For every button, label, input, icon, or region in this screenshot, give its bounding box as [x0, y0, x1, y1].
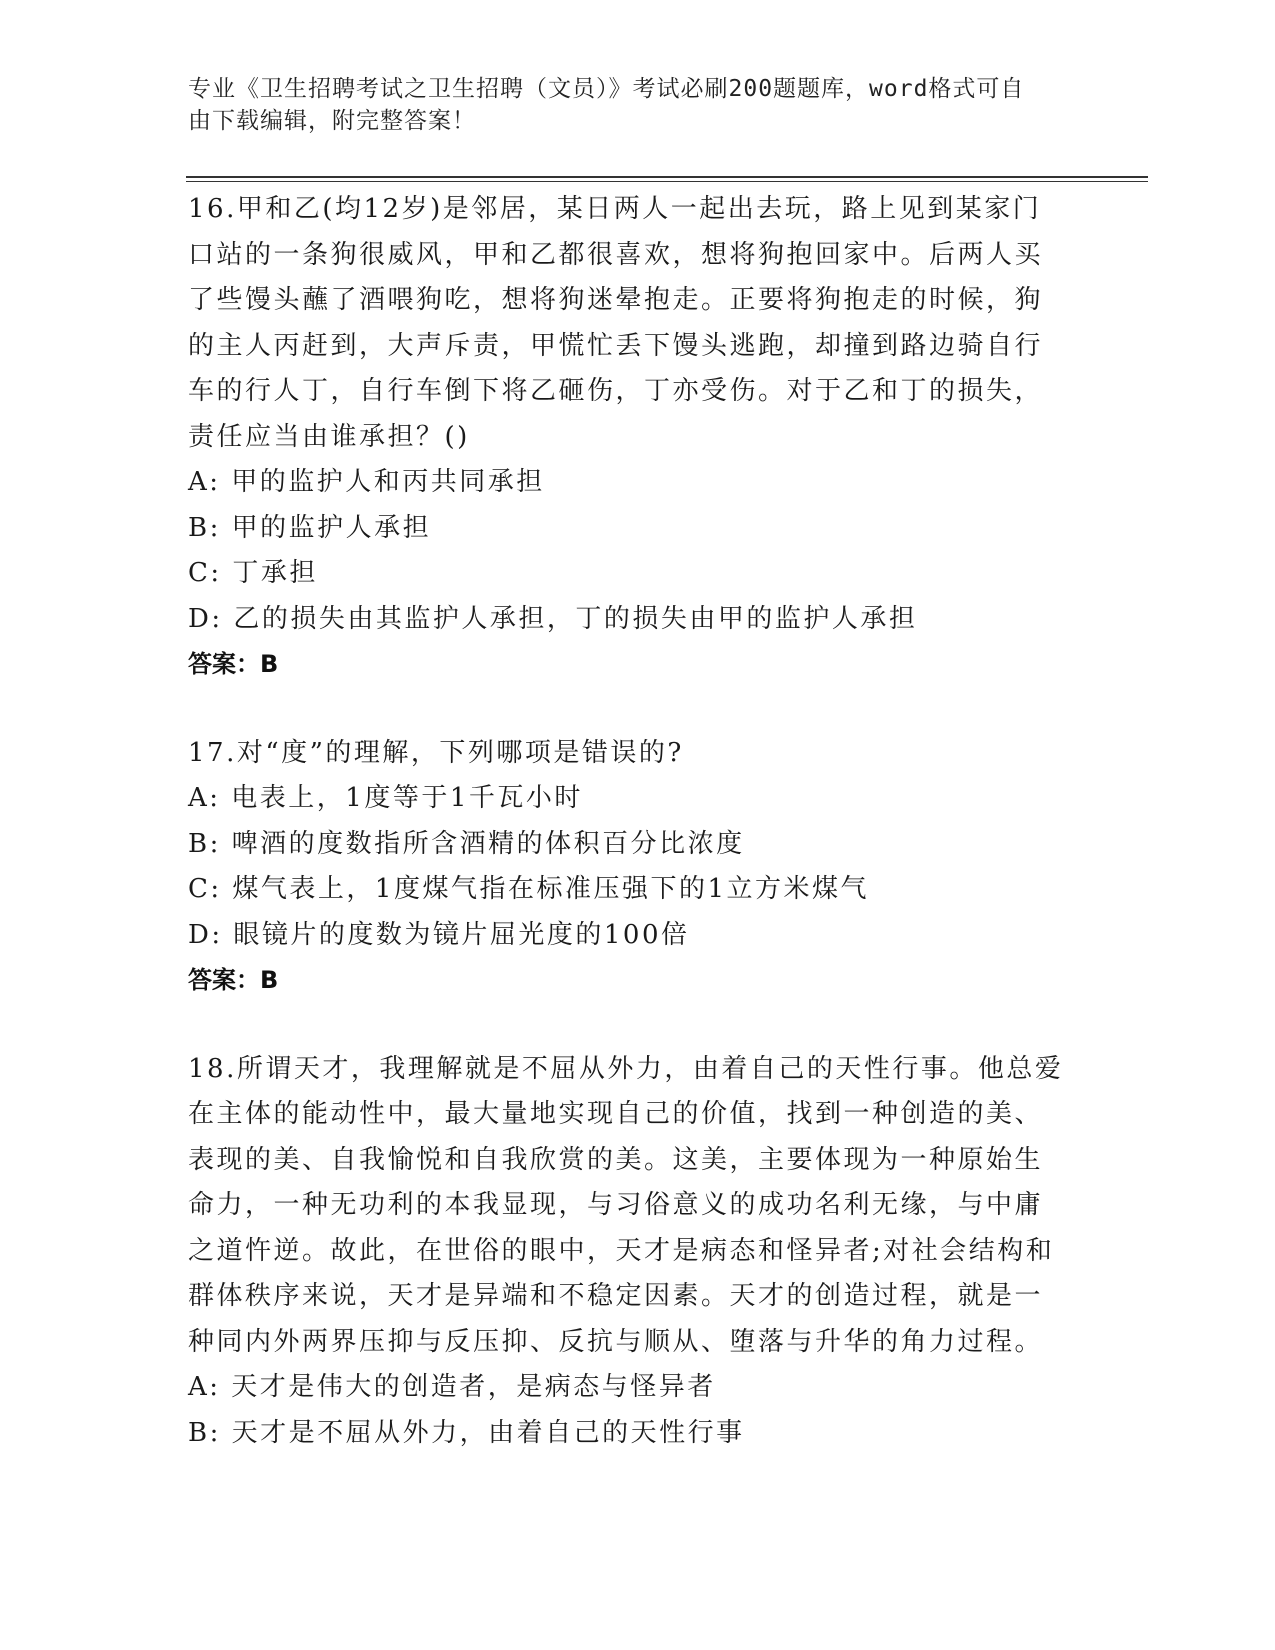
- question-text-line: 表现的美、自我愉悦和自我欣赏的美。这美，主要体现为一种原始生: [188, 1144, 1044, 1175]
- option-a: A: 电表上，1度等于1千瓦小时: [188, 783, 583, 813]
- question-text-line: 责任应当由谁承担？(): [188, 421, 470, 452]
- option-b: B: 甲的监护人承担: [188, 512, 432, 543]
- option-a: A: 甲的监护人和丙共同承担: [188, 467, 545, 497]
- question-text-line: 之道忤逆。故此，在世俗的眼中，天才是病态和怪异者;对社会结构和: [188, 1235, 1055, 1266]
- option-a: A: 天才是伟大的创造者，是病态与怪异者: [188, 1372, 716, 1402]
- question-text-line: 命力，一种无功利的本我显现，与习俗意义的成功名利无缘，与中庸: [188, 1190, 1044, 1220]
- question-text-line: 18.所谓天才，我理解就是不屈从外力，由着自己的天性行事。他总爱: [188, 1053, 1064, 1084]
- question-text-line: 了些馒头蘸了酒喂狗吃，想将狗迷晕抱走。正要将狗抱走的时候，狗: [188, 285, 1044, 315]
- header-divider-thin: [186, 181, 1148, 182]
- question-text-line: 群体秩序来说，天才是异端和不稳定因素。天才的创造过程，就是一: [188, 1281, 1044, 1311]
- option-d: D: 乙的损失由其监护人承担，丁的损失由甲的监护人承担: [188, 603, 918, 634]
- question-text-line: 在主体的能动性中，最大量地实现自己的价值，找到一种创造的美、: [188, 1099, 1044, 1129]
- document-header: [188, 73, 1068, 137]
- option-c: C: 丁承担: [188, 558, 318, 588]
- question-text-line: 16.甲和乙(均12岁)是邻居，某日两人一起出去玩，路上见到某家门: [188, 194, 1042, 224]
- option-b: B: 啤酒的度数指所含酒精的体积百分比浓度: [188, 828, 745, 859]
- answer-label: 答案：B: [188, 966, 279, 994]
- question-text-line: 种同内外两界压抑与反压抑、反抗与顺从、堕落与升华的角力过程。: [188, 1326, 1044, 1357]
- header-divider-thick: [186, 176, 1148, 178]
- option-c: C: 煤气表上，1度煤气指在标准压强下的1立方米煤气: [188, 874, 870, 904]
- option-d: D: 眼镜片的度数为镜片屈光度的100倍: [188, 919, 690, 950]
- header-line-2: 由下载编辑，附完整答案！: [188, 108, 476, 134]
- question-text-line: 口站的一条狗很威风，甲和乙都很喜欢，想将狗抱回家中。后两人买: [188, 239, 1044, 270]
- question-16: [188, 187, 1088, 688]
- option-b: B: 天才是不屈从外力，由着自己的天性行事: [188, 1417, 745, 1448]
- answer-label: 答案：B: [188, 650, 279, 678]
- header-line-1: 专业《卫生招聘考试之卫生招聘（文员）》考试必刷200题题库，word格式可自: [188, 76, 1025, 102]
- question-text-line: 的主人丙赶到，大声斥责，甲慌忙丢下馒头逃跑，却撞到路边骑自行: [188, 330, 1044, 361]
- question-17: [188, 731, 1088, 1004]
- question-18: [188, 1047, 1088, 1457]
- question-text-line: 车的行人丁，自行车倒下将乙砸伤，丁亦受伤。对于乙和丁的损失，: [188, 376, 1044, 406]
- question-text-line: 17.对“度”的理解，下列哪项是错误的?: [188, 737, 684, 768]
- question-list: [188, 187, 1088, 1499]
